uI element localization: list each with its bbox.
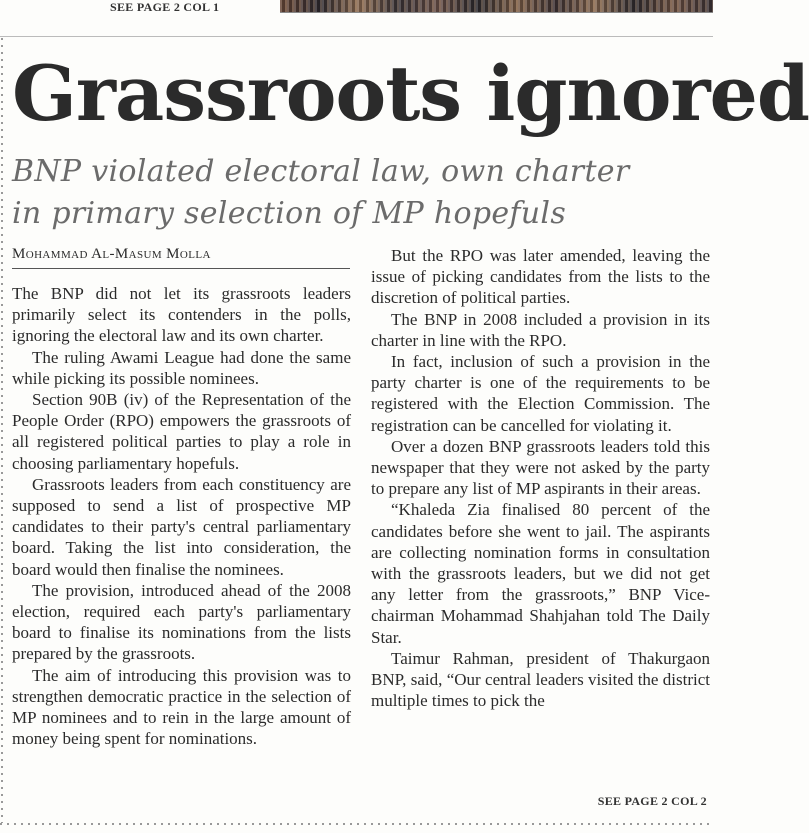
paragraph: The provision, introduced ahead of the 2008 election, required each party's parliamentary board to finalise its nominations from the lists prepared by the grassroots. bbox=[12, 580, 351, 664]
subheadline bbox=[12, 151, 702, 235]
article-column-right bbox=[371, 245, 710, 711]
bottom-dotted-border bbox=[0, 823, 713, 825]
top-continuation-ref: SEE PAGE 2 COL 1 bbox=[110, 0, 220, 14]
top-divider bbox=[0, 36, 713, 37]
photo-strip bbox=[280, 0, 713, 13]
paragraph: In fact, inclusion of such a provision in the party charter is one of the requirements to be registered with the Election Commission. The registration can be cancelled for violating it. bbox=[371, 352, 710, 435]
paragraph: Grassroots leaders from each constituency are supposed to send a list of prospective MP candidates to their party's central parliamentary board. Taking the list into consideration, the board would then finalise the nominees. bbox=[12, 474, 351, 579]
paragraph: The BNP in 2008 included a provision in its charter in line with the RPO. bbox=[371, 309, 710, 350]
paragraph: The BNP did not let its grassroots leaders primarily select its contenders in the polls, ignoring the electoral law and its own charter. bbox=[12, 284, 351, 346]
subhead-line-2: in primary selection of MP hopefuls bbox=[12, 196, 567, 231]
paragraph: The aim of introducing this provision was to strengthen democratic practice in the selection of MP nominees and to rein in the large amount of money being spent for nominations. bbox=[12, 665, 351, 749]
byline: Mohammad Al-Masum Molla bbox=[12, 246, 350, 269]
subhead-line-1: BNP violated electoral law, own charter bbox=[12, 154, 630, 189]
bottom-continuation-ref: SEE PAGE 2 COL 2 bbox=[597, 794, 707, 808]
paragraph: But the RPO was later amended, leaving the issue of picking candidates from the lists to the discretion of political parties. bbox=[371, 246, 710, 308]
paragraph: Taimur Rahman, president of Thakurgaon BNP, said, “Our central leaders visited the district multiple times to pick the bbox=[371, 648, 710, 711]
left-dotted-border bbox=[1, 38, 3, 823]
paragraph: Over a dozen BNP grassroots leaders told this newspaper that they were not asked by the party to prepare any list of MP aspirants in their areas. bbox=[371, 436, 710, 499]
paragraph: “Khaleda Zia finalised 80 percent of the candidates before she went to jail. The aspirants are collecting nomination forms in consultation with the grassroots leaders, but we did not get any letter from the grassroots,” BNP Vice-chairman Mohammad Shahjahan told The Daily Star. bbox=[371, 500, 710, 647]
headline: Grassroots ignored bbox=[12, 49, 809, 138]
article-column-left bbox=[12, 283, 351, 749]
paragraph: Section 90B (iv) of the Representation of the People Order (RPO) empowers the grassroots of all registered political parties to play a role in choosing parliamentary hopefuls. bbox=[12, 390, 351, 473]
paragraph: The ruling Awami League had done the same while picking its possible nominees. bbox=[12, 347, 351, 388]
